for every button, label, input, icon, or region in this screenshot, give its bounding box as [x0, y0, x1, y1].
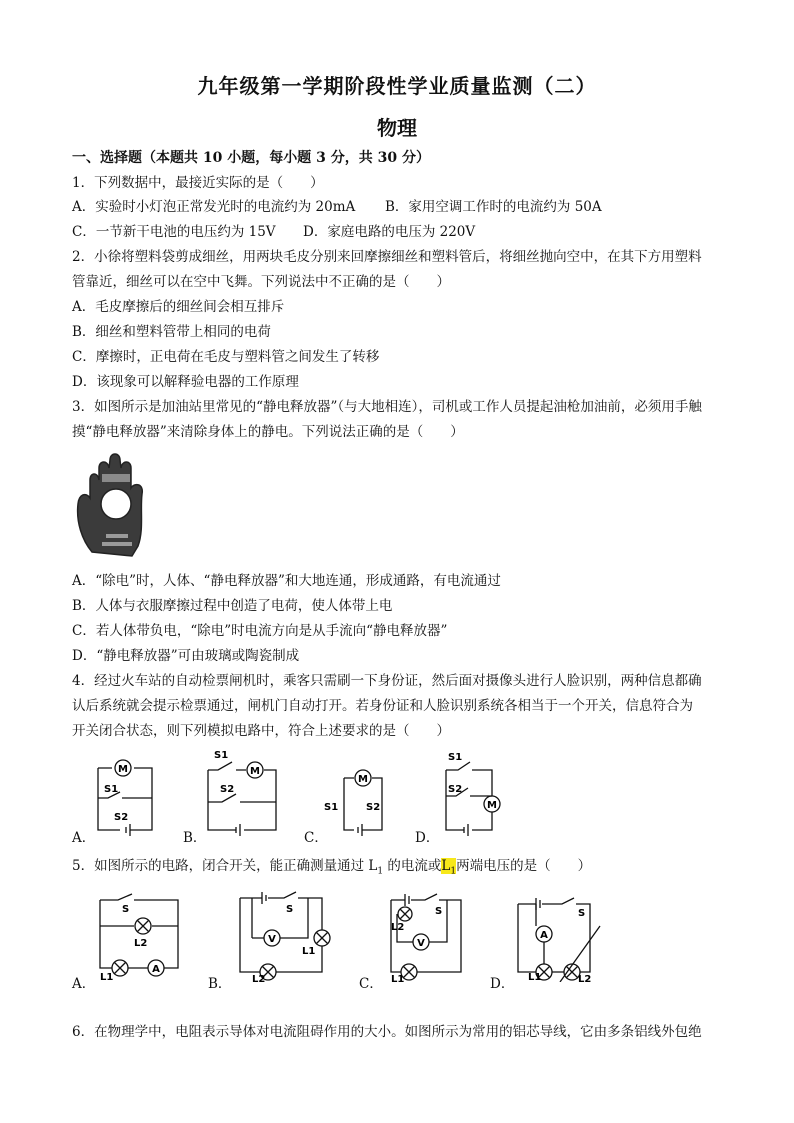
q3-stem-line1: 3．如图所示是加油站里常见的“静电释放器”（与大地相连），司机或工作人员提起油枪加油前，必须用手触 [72, 399, 702, 415]
q5-stem: 5．如图所示的电路，闭合开关，能正确测量通过 $L_1$ 的电流或$L_1$两端电压的是（ ） [72, 858, 592, 877]
q1-option-b: B．家用空调工作时的电流约为 50A [385, 199, 602, 215]
lamp-l1-label: L1 [302, 946, 316, 957]
voltmeter-symbol: V [417, 938, 425, 949]
highlight-l1: $L_1$ [441, 858, 457, 877]
q2-option-a: A．毛皮摩擦后的细丝间会相互排斥 [72, 299, 285, 315]
q5-label-c: C． [359, 976, 383, 992]
lamp-l1-label: L1 [100, 972, 114, 982]
q4-label-a: A． [72, 830, 96, 846]
q4-stem-line3: 开关闭合状态，则下列模拟电路中，符合上述要求的是（ ） [72, 723, 450, 739]
q1-option-d: D．家庭电路的电压为 220V [303, 224, 476, 240]
q3-stem-line2: 摸“静电释放器”来清除身体上的静电。下列说法正确的是（ ） [72, 424, 464, 440]
ammeter-symbol: A [152, 964, 160, 975]
motor-symbol: M [487, 800, 497, 811]
q4-label-d: D． [415, 830, 440, 846]
voltmeter-symbol: V [268, 934, 276, 945]
switch-s-label: S [286, 904, 294, 915]
exam-title: 九年级第一学期阶段性学业质量监测（二） [197, 74, 597, 98]
switch-s2-label: S2 [366, 802, 381, 813]
q1-option-c: C．一节新干电池的电压约为 15V [72, 224, 276, 240]
subject-title: 物理 [377, 116, 417, 140]
q1-stem: 1．下列数据中，最接近实际的是（ ） [72, 175, 324, 191]
switch-s1-label: S1 [448, 752, 463, 763]
switch-s-label: S [435, 906, 443, 917]
q4-stem-line1: 4．经过火车站的自动检票闸机时，乘客只需刷一下身份证，然后面对摄像头进行人脸识别，两种信息都确 [72, 673, 702, 689]
q4-stem-line2: 认后系统就会提示检票通过，闸机门自动打开。若身份证和人脸识别系统各相当于一个开关，信息符合为 [72, 698, 693, 714]
q3-option-a: A．“除电”时，人体、“静电释放器”和大地连通，形成通路，有电流通过 [72, 573, 501, 589]
motor-symbol: M [358, 774, 368, 785]
q3-option-d: D．“静电释放器”可由玻璃或陶瓷制成 [72, 648, 300, 664]
static-discharger-image [72, 452, 162, 558]
q4-circuit-c [322, 766, 394, 836]
ammeter-symbol: A [540, 930, 548, 941]
q5-circuit-a [94, 890, 186, 982]
q4-circuit-d [432, 748, 508, 836]
q3-option-b: B．人体与衣服摩擦过程中创造了电荷，使人体带上电 [72, 598, 393, 614]
switch-s2-label: S2 [114, 812, 129, 823]
q4-label-b: B． [183, 830, 207, 846]
section-heading: 一、选择题（本题共 10 小题，每小题 3 分，共 30 分） [72, 150, 430, 166]
lamp-l2-label: L2 [578, 974, 592, 982]
lamp-l1-label: L1 [528, 972, 542, 982]
switch-s-label: S [122, 904, 130, 915]
q2-stem-line1: 2．小徐将塑料袋剪成细丝，用两块毛皮分别来回摩擦细丝和塑料管后，将细丝抛向空中，在其下方用塑料 [72, 249, 702, 265]
q4-circuit-a [90, 750, 160, 836]
motor-symbol: M [250, 766, 260, 777]
q5-circuit-d [512, 890, 608, 982]
switch-s2-label: S2 [220, 784, 235, 795]
q3-option-c: C．若人体带负电，“除电”时电流方向是从手流向“静电释放器” [72, 623, 448, 639]
q4-circuit-b [202, 744, 284, 836]
switch-s1-label: S1 [104, 784, 119, 795]
q5-label-d: D． [490, 976, 515, 992]
q2-option-c: C．摩擦时，正电荷在毛皮与塑料管之间发生了转移 [72, 349, 380, 365]
motor-symbol: M [118, 764, 128, 775]
lamp-l1-label: L1 [391, 974, 405, 982]
lamp-l2-label: L2 [391, 922, 405, 933]
q2-stem-line2: 管靠近，细丝可以在空中飞舞。下列说法中不正确的是（ ） [72, 274, 450, 290]
q5-circuit-c [385, 890, 467, 982]
q6-stem-line1: 6．在物理学中，电阻表示导体对电流阻碍作用的大小。如图所示为常用的铝芯导线，它由多条铝线外包绝 [72, 1024, 702, 1040]
q5-label-b: B． [208, 976, 232, 992]
q2-option-d: D．该现象可以解释验电器的工作原理 [72, 374, 299, 390]
q1-option-a: A．实验时小灯泡正常发光时的电流约为 20mA [72, 199, 356, 215]
lamp-l2-label: L2 [134, 938, 148, 949]
q5-label-a: A． [72, 976, 96, 992]
q5-circuit-b [232, 890, 332, 982]
switch-s1-label: S1 [324, 802, 339, 813]
q2-option-b: B．细丝和塑料管带上相同的电荷 [72, 324, 271, 340]
switch-s1-label: S1 [214, 750, 229, 761]
q4-label-c: C． [304, 830, 328, 846]
switch-s-label: S [578, 908, 586, 919]
switch-s2-label: S2 [448, 784, 463, 795]
lamp-l2-label: L2 [252, 974, 266, 982]
